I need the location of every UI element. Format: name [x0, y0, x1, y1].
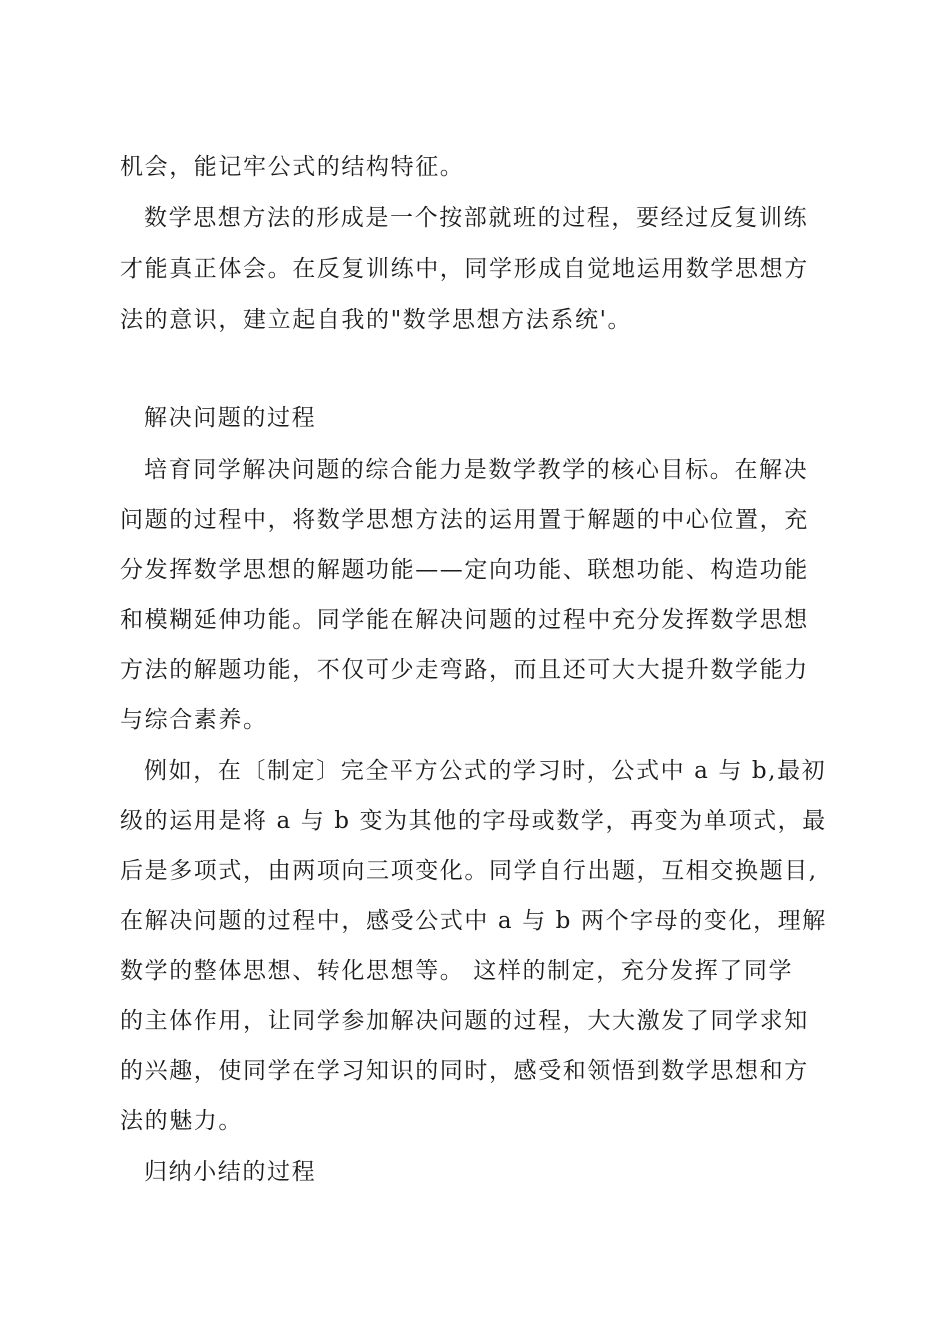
section-heading: 解决问题的过程 — [144, 405, 317, 431]
paragraph-line: 数学的整体思想、转化思想等。 这样的制定，充分发挥了同学 — [120, 958, 794, 984]
paragraph-line: 方法的解题功能，不仅可少走弯路，而且还可大大提升数学能力 — [120, 657, 809, 683]
paragraph-line: 在解决问题的过程中，感受公式中 a 与 b 两个字母的变化，理解 — [120, 908, 827, 934]
paragraph-line: 的兴趣，使同学在学习知识的同时，感受和领悟到数学思想和方 — [120, 1058, 809, 1084]
paragraph-line: 后是多项式，由两项向三项变化。同学自行出题，互相交换题目, — [120, 858, 818, 884]
paragraph-line: 法的魅力。 — [120, 1108, 243, 1134]
paragraph-line: 机会，能记牢公式的结构特征。 — [120, 154, 465, 180]
paragraph-line: 分发挥数学思想的解题功能——定向功能、联想功能、构造功能 — [120, 557, 809, 583]
paragraph-line: 培育同学解决问题的综合能力是数学教学的核心目标。在解决 — [144, 457, 809, 483]
section-heading: 归纳小结的过程 — [144, 1159, 317, 1185]
paragraph-line: 的主体作用，让同学参加解决问题的过程，大大激发了同学求知 — [120, 1008, 809, 1034]
paragraph-line: 与综合素养。 — [120, 707, 268, 733]
paragraph-line: 数学思想方法的形成是一个按部就班的过程，要经过反复训练 — [144, 205, 809, 231]
paragraph-line: 问题的过程中，将数学思想方法的运用置于解题的中心位置，充 — [120, 507, 809, 533]
paragraph-line: 法的意识，建立起自我的"数学思想方法系统'。 — [120, 307, 633, 333]
paragraph-line: 级的运用是将 a 与 b 变为其他的字母或数学，再变为单项式，最 — [120, 808, 827, 834]
paragraph-line: 和模糊延伸功能。同学能在解决问题的过程中充分发挥数学思想 — [120, 607, 809, 633]
paragraph-line: 例如，在〔制定〕完全平方公式的学习时，公式中 a 与 b,最初 — [144, 758, 827, 784]
paragraph-line: 才能真正体会。在反复训练中，同学形成自觉地运用数学思想方 — [120, 256, 809, 282]
